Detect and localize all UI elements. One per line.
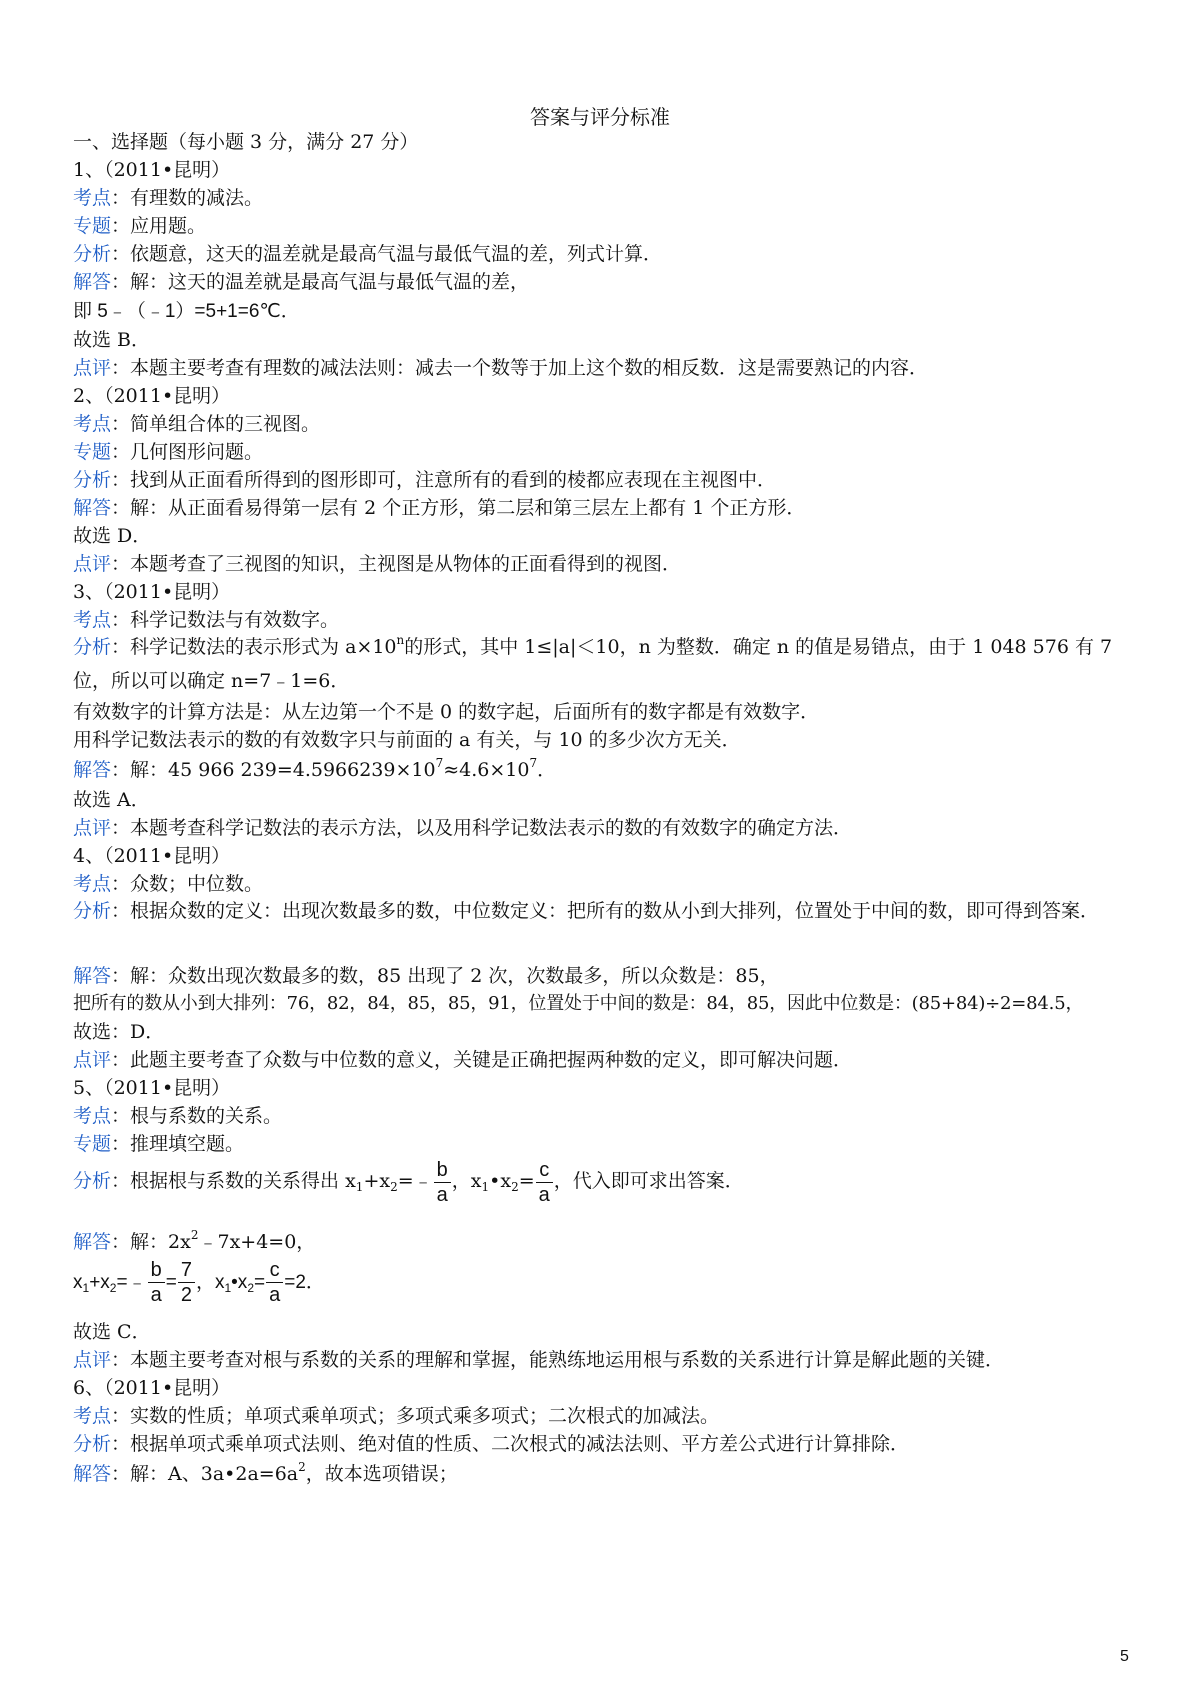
q5-dianping: 点评：本题主要考查对根与系数的关系的理解和掌握，能熟练地运用根与系数的关系进行计算是解此题的关键．	[73, 1349, 1005, 1371]
q3-jieda: 解答：解：45 966 $239=4.5966239\times 10^7\approx 4.6\times 10^7$．	[73, 756, 557, 781]
q6-fenxi: 分析：根据单项式乘单项式法则、绝对值的性质、二次根式的减法法则、平方差公式进行计算排除．	[73, 1433, 910, 1455]
q3-line2: 有效数字的计算方法是：从左边第一个不是 0 的数字起，后面所有的数字都是有效数字．	[73, 701, 820, 723]
fraction-b-over-a: $\frac{b}{a}$	[434, 1160, 451, 1205]
q1-dianping-text: 本题主要考查有理数的减法法则：减去一个数等于加上这个数的相反数．这是需要熟记的内容．	[130, 357, 929, 379]
q2-kaodian: 考点：简单组合体的三视图。	[73, 413, 321, 435]
q2-jieda: 解答：解：从正面看易得第一层有 2 个正方形，第二层和第三层左上都有 1 个正方形．	[73, 497, 806, 519]
q6-jieda: 解答：解：A、$3a•2a=6a^2$，故本选项错误；	[73, 1460, 458, 1485]
fenxi-label: 分析	[73, 243, 112, 265]
jieda-label: 解答	[73, 1463, 112, 1485]
q1-heading: 1、（2011•昆明）	[73, 159, 231, 181]
kaodian-label: 考点	[73, 1405, 112, 1427]
dianping-label: 点评	[73, 553, 112, 575]
zhuanti-label: 专题	[73, 441, 112, 463]
q6-kaodian: 考点：实数的性质；单项式乘单项式；多项式乘多项式；二次根式的加减法。	[73, 1405, 720, 1427]
kaodian-label: 考点	[73, 1105, 112, 1127]
q5-heading: 5、（2011•昆明）	[73, 1077, 231, 1099]
q2-fenxi-text: 找到从正面看所得到的图形即可，注意所有的看到的棱都应表现在主视图中．	[130, 469, 777, 491]
q5-jieda: 解答：解：$2x^2﹣7x+4=0$，	[73, 1228, 316, 1253]
q5-kaodian-text: 根与系数的关系。	[130, 1105, 283, 1127]
q4-jieda: 解答：解：众数出现次数最多的数，85 出现了 2 次，次数最多，所以众数是：85，	[73, 965, 779, 987]
fraction-7-over-2: $\frac{7}{2}$	[178, 1260, 195, 1305]
q2-heading: 2、（2011•昆明）	[73, 385, 231, 407]
q3-choice: 故选 A．	[73, 789, 150, 811]
dianping-label: 点评	[73, 1349, 112, 1371]
q2-kaodian-text: 简单组合体的三视图。	[130, 413, 321, 435]
q1-jieda: 解答：解：这天的温差就是最高气温与最低气温的差，	[73, 271, 530, 293]
q5-choice: 故选 C．	[73, 1321, 151, 1343]
q2-dianping-text: 本题考查了三视图的知识，主视图是从物体的正面看得到的视图．	[130, 553, 682, 575]
q5-calc: $x_1+x_2=﹣$ $\frac{b}{a}$ = $\frac{7}{2}$ ，$x_1•x_2=$ $\frac{c}{a}$ =2．	[73, 1259, 325, 1307]
kaodian-label: 考点	[73, 187, 112, 209]
fenxi-label: 分析	[73, 900, 112, 922]
q4-dianping: 点评：此题主要考查了众数与中位数的意义，关键是正确把握两种数的定义，即可解决问题．	[73, 1049, 853, 1071]
jieda-label: 解答	[73, 1231, 112, 1253]
q1-dianping: 点评：本题主要考查有理数的减法法则：减去一个数等于加上这个数的相反数．这是需要熟记的内容．	[73, 357, 929, 379]
q4-fenxi: 分析：根据众数的定义：出现次数最多的数，中位数定义：把所有的数从小到大排列，位置处于中间的数，即可得到答案．	[73, 900, 1100, 922]
q6-kaodian-text: 实数的性质；单项式乘单项式；多项式乘多项式；二次根式的加减法。	[130, 1405, 720, 1427]
fraction-b-over-a: $\frac{b}{a}$	[148, 1260, 165, 1305]
q4-line2: 把所有的数从小到大排列：76，82，84，85，85，91，位置处于中间的数是：84，85，因此中位数是：(85+84)÷2=84.5，	[73, 993, 1084, 1014]
q5-fenxi: 分析：根据根与系数的关系得出 $x_1+x_2=﹣$ $\frac{b}{a}$ ，$x_1•x_2=$ $\frac{c}{a}$ ，代入即可求出答案．	[73, 1158, 744, 1206]
q3-kaodian: 考点：科学记数法与有效数字。	[73, 609, 340, 631]
fenxi-label: 分析	[73, 636, 112, 658]
q1-kaodian: 考点：有理数的减法。	[73, 187, 264, 209]
q4-dianping-text: 此题主要考查了众数与中位数的意义，关键是正确把握两种数的定义，即可解决问题．	[130, 1049, 853, 1071]
q1-choice: 故选 B．	[73, 329, 151, 351]
q2-fenxi: 分析：找到从正面看所得到的图形即可，注意所有的看到的棱都应表现在主视图中．	[73, 469, 777, 491]
q3-dianping: 点评：本题考查科学记数法的表示方法，以及用科学记数法表示的数的有效数字的确定方法．	[73, 817, 853, 839]
kaodian-label: 考点	[73, 609, 112, 631]
zhuanti-label: 专题	[73, 215, 112, 237]
q6-fenxi-text: 根据单项式乘单项式法则、绝对值的性质、二次根式的减法法则、平方差公式进行计算排除．	[130, 1433, 910, 1455]
q1-zhuanti-text: 应用题。	[130, 215, 207, 237]
q4-heading: 4、（2011•昆明）	[73, 845, 231, 867]
q1-zhuanti: 专题：应用题。	[73, 215, 207, 237]
q2-dianping: 点评：本题考查了三视图的知识，主视图是从物体的正面看得到的视图．	[73, 553, 682, 575]
q5-zhuanti: 专题：推理填空题。	[73, 1133, 245, 1155]
q3-fenxi: 分析：科学记数法的表示形式为 $a\times 10^n$的形式，其中 1≤|a|＜10，n 为整数．确定 n 的值是易错点，由于 1 048 576 有 7 位，所以可以确定 n=7﹣1=6．	[73, 633, 1113, 692]
fenxi-label: 分析	[73, 469, 112, 491]
q1-jieda-text: 解：这天的温差就是最高气温与最低气温的差，	[130, 271, 530, 293]
jieda-label: 解答	[73, 271, 112, 293]
q1-calc: 即 5﹣（﹣1）=5+1=6℃．	[73, 301, 300, 322]
dianping-label: 点评	[73, 1049, 112, 1071]
section-heading: 一、选择题（每小题 3 分，满分 27 分）	[73, 131, 419, 153]
kaodian-label: 考点	[73, 873, 112, 895]
q4-kaodian-text: 众数；中位数。	[130, 873, 264, 895]
fenxi-label: 分析	[73, 1170, 112, 1192]
fenxi-label: 分析	[73, 1433, 112, 1455]
q1-kaodian-text: 有理数的减法。	[130, 187, 264, 209]
q2-jieda-text: 解：从正面看易得第一层有 2 个正方形，第二层和第三层左上都有 1 个正方形．	[130, 497, 806, 519]
jieda-label: 解答	[73, 965, 112, 987]
page-number: 5	[1120, 1648, 1129, 1665]
page-title: 答案与评分标准	[530, 105, 670, 129]
q4-choice: 故选：D．	[73, 1021, 165, 1043]
jieda-label: 解答	[73, 759, 112, 781]
q2-zhuanti: 专题：几何图形问题。	[73, 441, 264, 463]
q3-heading: 3、（2011•昆明）	[73, 581, 231, 603]
kaodian-label: 考点	[73, 413, 112, 435]
q6-heading: 6、（2011•昆明）	[73, 1377, 231, 1399]
q1-fenxi: 分析：依题意，这天的温差就是最高气温与最低气温的差，列式计算．	[73, 243, 663, 265]
q4-kaodian: 考点：众数；中位数。	[73, 873, 264, 895]
q3-dianping-text: 本题考查科学记数法的表示方法，以及用科学记数法表示的数的有效数字的确定方法．	[130, 817, 853, 839]
q2-choice: 故选 D．	[73, 525, 152, 547]
q4-jieda-text: 解：众数出现次数最多的数，85 出现了 2 次，次数最多，所以众数是：85，	[130, 965, 779, 987]
q5-zhuanti-text: 推理填空题。	[130, 1133, 245, 1155]
dianping-label: 点评	[73, 817, 112, 839]
fraction-c-over-a: $\frac{c}{a}$	[266, 1260, 283, 1305]
q5-dianping-text: 本题主要考查对根与系数的关系的理解和掌握，能熟练地运用根与系数的关系进行计算是解此题的关键．	[130, 1349, 1005, 1371]
q5-kaodian: 考点：根与系数的关系。	[73, 1105, 283, 1127]
q2-zhuanti-text: 几何图形问题。	[130, 441, 264, 463]
q3-line3: 用科学记数法表示的数的有效数字只与前面的 a 有关，与 10 的多少次方无关．	[73, 729, 741, 751]
dianping-label: 点评	[73, 357, 112, 379]
q4-fenxi-text: 根据众数的定义：出现次数最多的数，中位数定义：把所有的数从小到大排列，位置处于中间的数，即可得到答案．	[130, 900, 1100, 922]
jieda-label: 解答	[73, 497, 112, 519]
fraction-c-over-a: $\frac{c}{a}$	[536, 1160, 553, 1205]
zhuanti-label: 专题	[73, 1133, 112, 1155]
q3-kaodian-text: 科学记数法与有效数字。	[130, 609, 340, 631]
q1-fenxi-text: 依题意，这天的温差就是最高气温与最低气温的差，列式计算．	[130, 243, 663, 265]
